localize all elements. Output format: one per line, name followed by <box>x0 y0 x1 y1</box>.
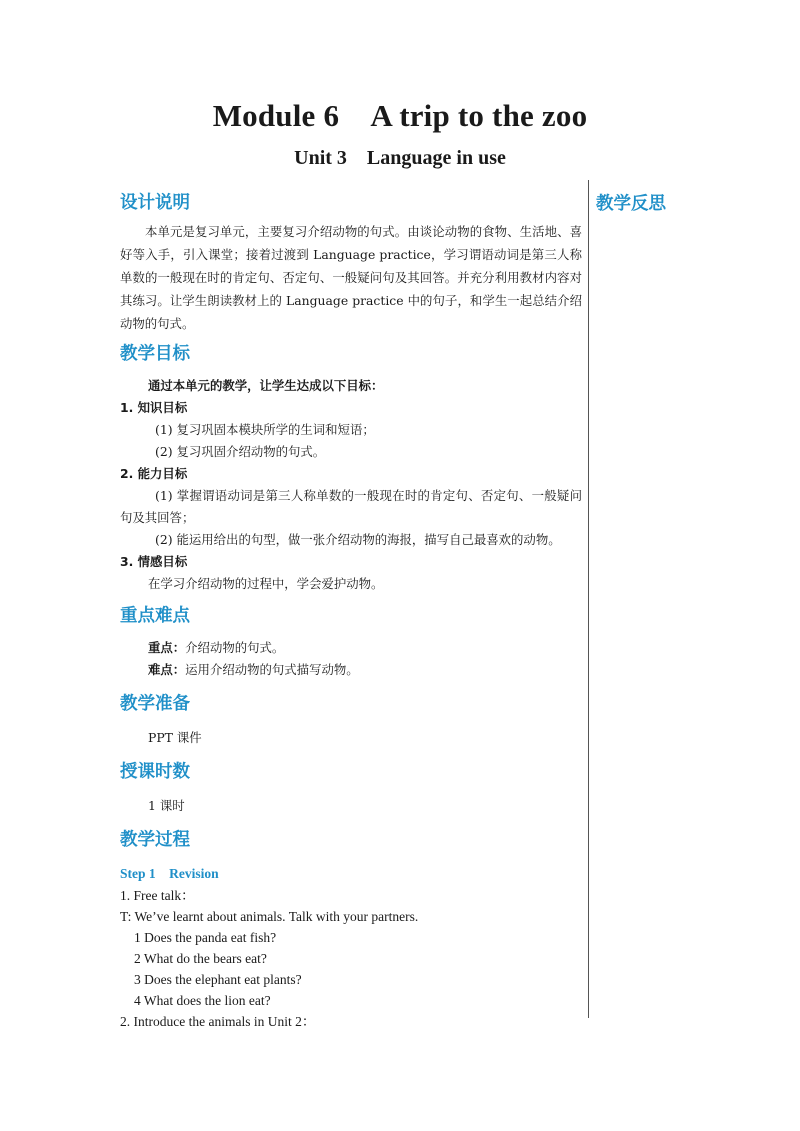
key-point <box>120 637 582 659</box>
knowledge-goal-1: (1) 复习巩固本模块所学的生词和短语； <box>155 422 375 437</box>
design-text: 本单元是复习单元，主要复习介绍动物的句式。由谈论动物的食物、生活地、喜好等入手，引入课堂；接着过渡到 Language practice，学习谓语动词是第三人称单数的一般现在时的肯定句、否定句、一般疑问句及其回答。并充分利用教材内容对其练习。让学生朗读教材上的 Language practice 中的句子，和学生一起总结介绍动物的句式。 <box>120 224 582 331</box>
unit-subtitle: Unit 3 Language in use <box>294 147 506 169</box>
key-point-text: 介绍动物的句式。 <box>185 640 285 655</box>
hours-text: 1 课时 <box>148 798 185 813</box>
goals-intro: 通过本单元的教学，让学生达成以下目标： <box>148 378 384 393</box>
question-1: 1 Does the panda eat fish? <box>134 930 277 945</box>
ability-goal-label: 2. 能力目标 <box>120 466 188 481</box>
key-point-label: 重点： <box>148 640 186 655</box>
goals-heading: 教学目标 <box>120 344 190 364</box>
emotion-goal-1: 在学习介绍动物的过程中，学会爱护动物。 <box>148 576 384 591</box>
difficult-point-text: 运用介绍动物的句式描写动物。 <box>185 662 359 677</box>
main-column <box>120 190 582 1032</box>
reflection-heading: 教学反思 <box>596 194 666 214</box>
design-heading: 设计说明 <box>120 193 190 213</box>
module-title: Module 6 A trip to the zoo <box>212 98 588 133</box>
question-3: 3 Does the elephant eat plants? <box>134 972 302 987</box>
difficult-point <box>120 659 582 681</box>
keypoints-heading: 重点难点 <box>120 606 190 626</box>
teacher-line: T: We’ve learnt about animals. Talk with your partners. <box>120 909 419 924</box>
free-talk-item: 1. Free talk： <box>120 888 195 903</box>
knowledge-goal-label: 1. 知识目标 <box>120 400 188 415</box>
difficult-point-label: 难点： <box>148 662 186 677</box>
knowledge-goal-2: (2) 复习巩固介绍动物的句式。 <box>155 444 326 459</box>
emotion-goal-label: 3. 情感目标 <box>120 554 188 569</box>
hours-heading: 授课时数 <box>120 762 190 782</box>
step-1-title: Step 1 Revision <box>120 866 219 881</box>
prep-text: PPT 课件 <box>148 730 202 745</box>
ability-goal-2: (2) 能运用给出的句型，做一张介绍动物的海报，描写自己最喜欢的动物。 <box>155 532 561 547</box>
prep-heading: 教学准备 <box>120 694 190 714</box>
question-2: 2 What do the bears eat? <box>134 951 267 966</box>
column-divider <box>588 180 589 1018</box>
process-heading: 教学过程 <box>120 830 190 850</box>
ability-goal-1: (1) 掌握谓语动词是第三人称单数的一般现在时的肯定句、否定句、一般疑问句及其回答； <box>120 488 582 525</box>
question-4: 4 What does the lion eat? <box>134 993 271 1008</box>
introduce-item: 2. Introduce the animals in Unit 2： <box>120 1014 316 1029</box>
